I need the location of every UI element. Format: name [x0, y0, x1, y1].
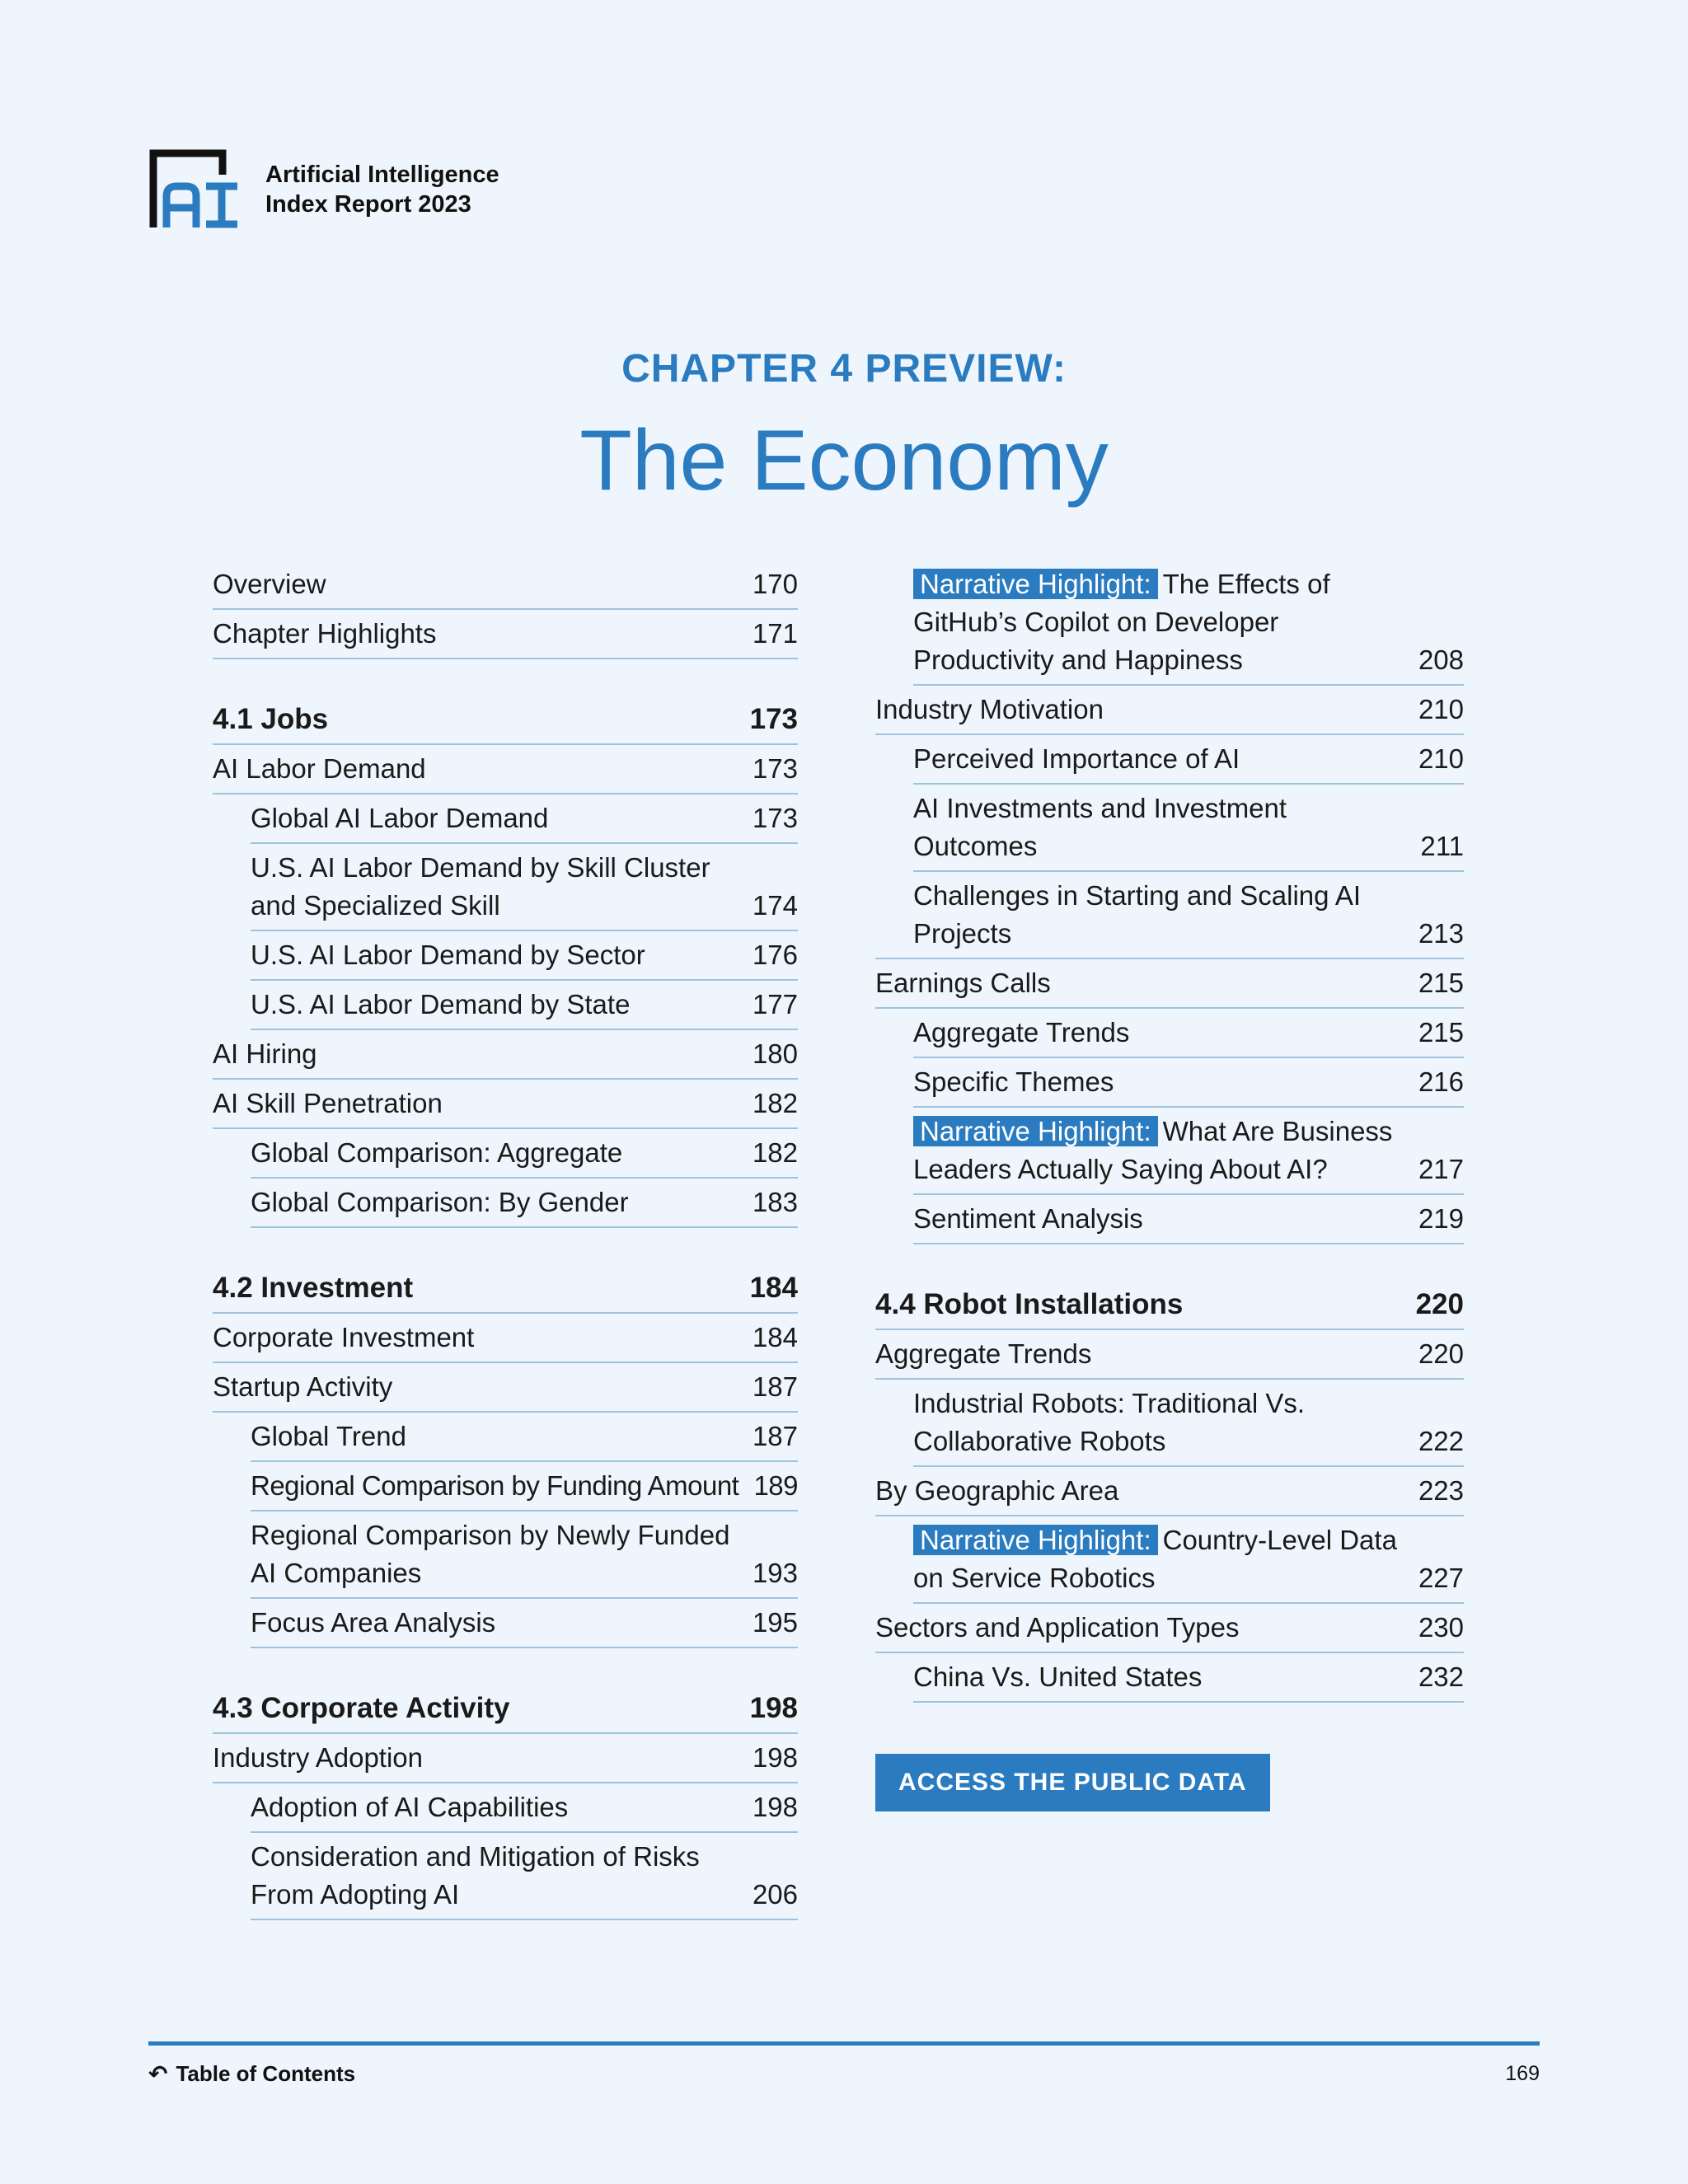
toc-subentry[interactable]: [913, 1380, 1464, 1467]
toc-entry-label: U.S. AI Labor Demand by Skill Cluster and Specialized Skill: [251, 852, 710, 921]
toc-entry-page: 171: [752, 618, 798, 649]
toc-entry-page: 206: [752, 1879, 798, 1910]
toc-entry-page: 173: [752, 803, 798, 833]
toc-subentry[interactable]: [251, 1599, 798, 1648]
toc-section-page: 198: [749, 1692, 798, 1724]
toc-subentry[interactable]: [913, 735, 1464, 785]
toc-section-label: 4.2 Investment: [213, 1272, 414, 1304]
toc-entry-label: Global AI Labor Demand: [251, 803, 549, 833]
toc-entry-label: Sentiment Analysis: [913, 1203, 1143, 1234]
toc-entry[interactable]: [213, 560, 798, 610]
logo-title-line1: Artificial Intelligence: [265, 162, 499, 188]
toc-entry-page: 189: [753, 1470, 798, 1501]
toc-entry-label: By Geographic Area: [875, 1475, 1119, 1506]
toc-entry[interactable]: [213, 1734, 798, 1783]
toc-entry-page: 215: [1418, 1017, 1464, 1047]
toc-section-label: 4.4 Robot Installations: [875, 1288, 1184, 1320]
toc-entry[interactable]: [875, 1467, 1464, 1516]
toc-subentry[interactable]: [251, 844, 798, 931]
toc-entry-label: Adoption of AI Capabilities: [251, 1792, 569, 1822]
toc-entry-page: 223: [1418, 1475, 1464, 1506]
toc-section-heading[interactable]: [875, 1281, 1464, 1330]
toc-entry-page: 211: [1420, 831, 1464, 861]
footer-divider: [148, 2041, 1540, 2046]
toc-entry-page: 232: [1418, 1661, 1464, 1692]
toc-entry[interactable]: [875, 872, 1464, 959]
toc-subentry[interactable]: [913, 1009, 1464, 1058]
logo-title-line2: Index Report 2023: [265, 191, 471, 218]
toc-entry-label: Industry Adoption: [213, 1742, 424, 1773]
toc-subentry[interactable]: [251, 981, 798, 1030]
toc-entry[interactable]: [875, 959, 1464, 1009]
toc-section-heading[interactable]: [213, 696, 798, 745]
toc-subentry[interactable]: [913, 1653, 1464, 1703]
toc-section-page: 184: [749, 1272, 798, 1304]
toc-subentry[interactable]: [251, 1179, 798, 1228]
toc-entry-page: 227: [1418, 1563, 1464, 1593]
table-of-contents-link[interactable]: [148, 2060, 355, 2088]
toc-entry-label: Consideration and Mitigation of Risks From Adopting AI: [251, 1841, 700, 1910]
toc-subentry[interactable]: [251, 1462, 798, 1511]
toc-right-column: [875, 560, 1464, 1811]
toc-entry-label: Startup Activity: [213, 1371, 393, 1402]
toc-subentry[interactable]: [251, 1129, 798, 1179]
access-public-data-button[interactable]: ACCESS THE PUBLIC DATA: [875, 1754, 1270, 1811]
toc-entry-label: AI Hiring: [213, 1038, 317, 1069]
chapter-kicker: CHAPTER 4 PREVIEW:: [621, 347, 1067, 391]
toc-entry-page: 184: [752, 1322, 798, 1352]
toc-entry-page: 180: [752, 1038, 798, 1069]
toc-entry-page: 187: [752, 1371, 798, 1402]
toc-subentry[interactable]: [251, 1833, 798, 1920]
toc-entry-label: China Vs. United States: [913, 1661, 1203, 1692]
toc-entry-page: 182: [752, 1137, 798, 1168]
toc-entry-page: 222: [1418, 1426, 1464, 1456]
report-logo: [148, 148, 499, 231]
toc-entry-page: 170: [752, 569, 798, 599]
toc-entry[interactable]: [213, 1363, 798, 1413]
toc-entry-label: Country-Level Data on Service Robotics: [913, 1525, 1397, 1593]
narrative-highlight-badge: Narrative Highlight:: [913, 569, 1158, 599]
toc-entry-page: 220: [1418, 1338, 1464, 1369]
toc-entry-page: 213: [1418, 918, 1464, 949]
toc-entry-page: 182: [752, 1088, 798, 1118]
toc-section-page: 220: [1415, 1288, 1464, 1320]
toc-entry-label: Perceived Importance of AI: [913, 743, 1240, 774]
toc-entry-page: 219: [1418, 1203, 1464, 1234]
toc-entry-page: 210: [1418, 743, 1464, 774]
ai-index-logo-icon: [148, 148, 241, 231]
toc-entry-page: 215: [1418, 968, 1464, 998]
toc-entry-label: Global Comparison: By Gender: [251, 1187, 629, 1217]
toc-entry-label: Aggregate Trends: [875, 1338, 1092, 1369]
toc-subentry[interactable]: [251, 1511, 798, 1599]
toc-section-label: 4.3 Corporate Activity: [213, 1692, 510, 1724]
toc-narrative-highlight[interactable]: [913, 560, 1464, 686]
toc-entry-label: Overview: [213, 569, 326, 599]
toc-entry-page: 195: [752, 1607, 798, 1638]
toc-entry[interactable]: [213, 1080, 798, 1129]
toc-entry-page: 193: [752, 1558, 798, 1588]
toc-entry-label: The Effects of GitHub’s Copilot on Developer Productivity and Happiness: [913, 569, 1330, 675]
toc-entry-label: Regional Comparison by Newly Funded AI Companies: [251, 1520, 730, 1588]
toc-entry-label: Chapter Highlights: [213, 618, 437, 649]
toc-subentry[interactable]: [251, 1413, 798, 1462]
toc-subentry[interactable]: [913, 1058, 1464, 1108]
toc-entry-page: 173: [752, 753, 798, 784]
return-arrow-icon: ↶: [148, 2061, 168, 2087]
toc-entry-label: U.S. AI Labor Demand by State: [251, 989, 631, 1019]
toc-entry-label: Focus Area Analysis: [251, 1607, 496, 1638]
toc-section-heading[interactable]: [213, 1264, 798, 1314]
toc-entry-label: Global Comparison: Aggregate: [251, 1137, 623, 1168]
toc-entry-label: AI Labor Demand: [213, 753, 426, 784]
narrative-highlight-badge: Narrative Highlight:: [913, 1525, 1158, 1555]
toc-entry[interactable]: [213, 1314, 798, 1363]
toc-subentry[interactable]: [913, 1195, 1464, 1244]
toc-entry-page: 176: [752, 940, 798, 970]
toc-entry-page: 177: [752, 989, 798, 1019]
toc-entry[interactable]: [213, 745, 798, 794]
toc-entry-page: 210: [1418, 694, 1464, 724]
toc-entry-label: Specific Themes: [913, 1066, 1114, 1097]
table-of-contents-label: Table of Contents: [176, 2061, 356, 2086]
toc-entry[interactable]: [213, 610, 798, 659]
toc-subentry[interactable]: [251, 794, 798, 844]
toc-entry-page: 198: [752, 1792, 798, 1822]
toc-entry[interactable]: [875, 1604, 1464, 1653]
toc-subentry[interactable]: [913, 785, 1464, 872]
toc-entry-page: 208: [1418, 644, 1464, 675]
chapter-title: The Economy: [579, 413, 1109, 509]
toc-entry-label: U.S. AI Labor Demand by Sector: [251, 940, 645, 970]
toc-entry-label: Industrial Robots: Traditional Vs. Collaborative Robots: [913, 1388, 1306, 1456]
toc-entry[interactable]: [875, 686, 1464, 735]
toc-entry-page: 183: [752, 1187, 798, 1217]
toc-entry-label: AI Skill Penetration: [213, 1088, 443, 1118]
toc-entry[interactable]: [875, 1330, 1464, 1380]
toc-entry-page: 217: [1418, 1154, 1464, 1184]
toc-narrative-highlight[interactable]: [913, 1108, 1464, 1195]
toc-section-page: 173: [749, 703, 798, 735]
toc-entry-label: Corporate Investment: [213, 1322, 475, 1352]
toc-entry-page: 216: [1418, 1066, 1464, 1097]
toc-entry-label: Challenges in Starting and Scaling AI Projects: [913, 880, 1362, 949]
toc-entry-label: Earnings Calls: [875, 968, 1051, 998]
narrative-highlight-badge: Narrative Highlight:: [913, 1116, 1158, 1146]
toc-entry-label: What Are Business Leaders Actually Saying About AI?: [913, 1116, 1393, 1184]
toc-entry-page: 187: [752, 1421, 798, 1451]
toc-entry-label: Sectors and Application Types: [875, 1612, 1240, 1643]
toc-entry-label: Aggregate Trends: [913, 1017, 1130, 1047]
toc-entry-label: AI Investments and Investment Outcomes: [913, 793, 1287, 861]
toc-entry-page: 174: [752, 890, 798, 921]
toc-entry-label: Regional Comparison by Funding Amount: [251, 1470, 739, 1501]
toc-entry-label: Industry Motivation: [875, 694, 1104, 724]
toc-entry-page: 230: [1418, 1612, 1464, 1643]
toc-left-column: [213, 560, 798, 1920]
toc-section-label: 4.1 Jobs: [213, 703, 329, 735]
toc-subentry[interactable]: [251, 931, 798, 981]
toc-entry[interactable]: [213, 1030, 798, 1080]
toc-section-heading[interactable]: [213, 1685, 798, 1734]
toc-entry-page: 198: [752, 1742, 798, 1773]
toc-entry-label: Global Trend: [251, 1421, 406, 1451]
page-number: 169: [1505, 2062, 1540, 2085]
toc-subentry[interactable]: [251, 1783, 798, 1833]
toc-narrative-highlight[interactable]: [913, 1516, 1464, 1604]
